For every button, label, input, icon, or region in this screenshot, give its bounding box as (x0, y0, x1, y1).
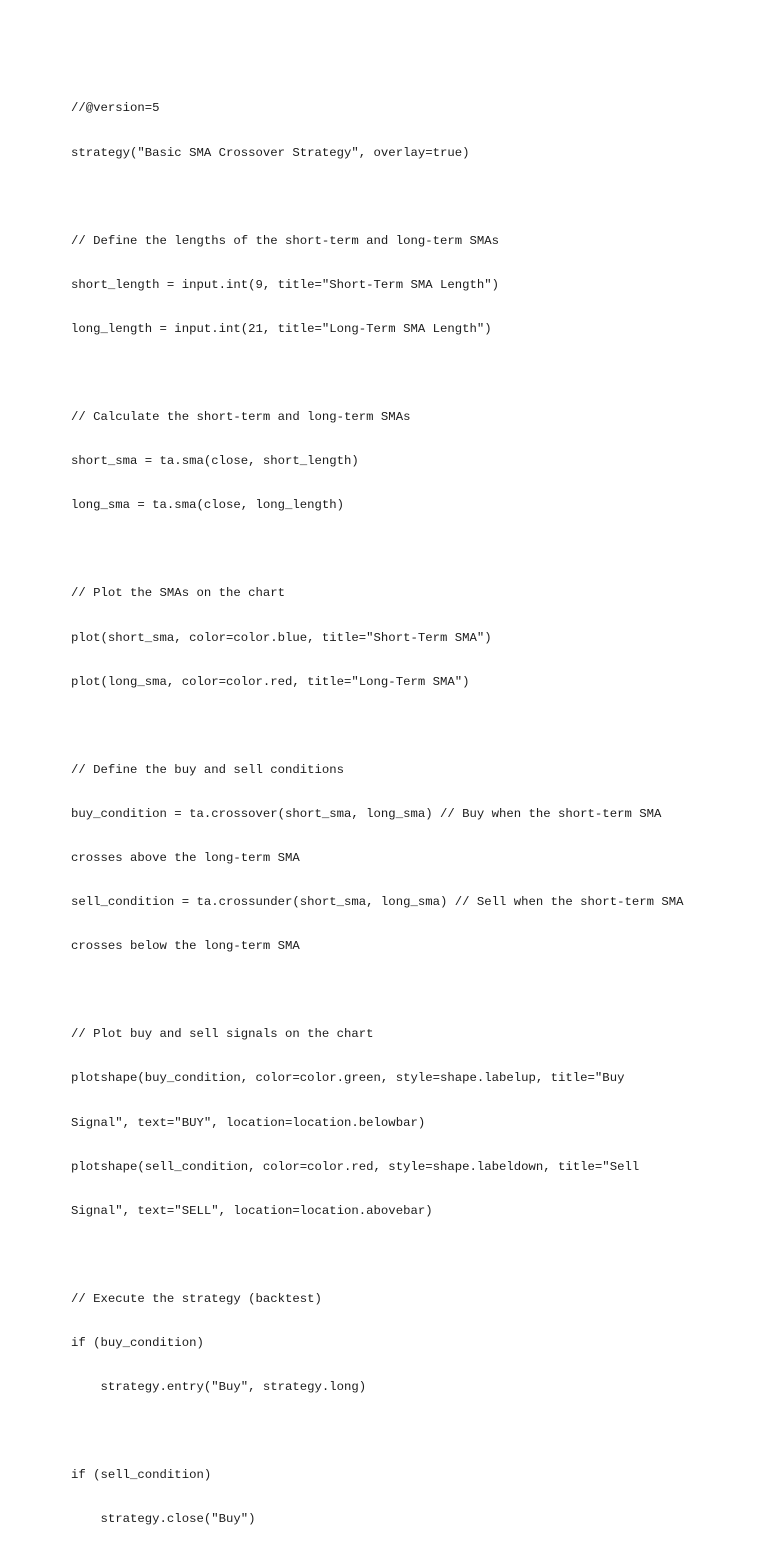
code-line: // Plot the SMAs on the chart (71, 586, 286, 601)
code-line: plotshape(sell_condition, color=color.red, style=shape.labeldown, title="Sell (71, 1159, 640, 1174)
blank-line (71, 719, 711, 734)
code-line: short_length = input.int(9, title="Short-Term SMA Length") (71, 277, 500, 292)
code-line: short_sma = ta.sma(close, short_length) (71, 454, 359, 469)
code-line: plotshape(buy_condition, color=color.green, style=shape.labelup, title="Buy (71, 1071, 625, 1086)
code-line: plot(short_sma, color=color.blue, title="Short-Term SMA") (71, 630, 492, 645)
code-line: long_length = input.int(21, title="Long-Term SMA Length") (71, 321, 492, 336)
code-line: // Plot buy and sell signals on the chart (71, 1027, 374, 1042)
code-line: strategy.close("Buy") (71, 1512, 256, 1527)
code-line: //@version=5 (71, 101, 160, 116)
code-line: // Execute the strategy (backtest) (71, 1291, 322, 1306)
blank-line (71, 1248, 711, 1263)
code-line: strategy.entry("Buy", strategy.long) (71, 1380, 367, 1395)
code-line: strategy("Basic SMA Crossover Strategy", overlay=true) (71, 145, 470, 160)
code-listing (71, 72, 711, 1557)
code-line: if (sell_condition) (71, 1468, 212, 1483)
code-line: buy_condition = ta.crossover(short_sma, long_sma) // Buy when the short-term SMA (71, 806, 662, 821)
code-line: Signal", text="SELL", location=location.abovebar) (71, 1203, 433, 1218)
blank-line (71, 366, 711, 381)
code-line: // Calculate the short-term and long-term SMAs (71, 410, 411, 425)
blank-line (71, 190, 711, 205)
blank-line (71, 983, 711, 998)
code-line: plot(long_sma, color=color.red, title="Long-Term SMA") (71, 674, 470, 689)
code-line: if (buy_condition) (71, 1336, 204, 1351)
code-line: // Define the buy and sell conditions (71, 762, 345, 777)
code-line: Signal", text="BUY", location=location.belowbar) (71, 1115, 426, 1130)
code-line: // Define the lengths of the short-term and long-term SMAs (71, 233, 500, 248)
code-line: long_sma = ta.sma(close, long_length) (71, 498, 345, 513)
code-line: crosses above the long-term SMA (71, 851, 300, 865)
code-line: crosses below the long-term SMA (71, 939, 300, 954)
blank-line (71, 1424, 711, 1439)
code-line: sell_condition = ta.crossunder(short_sma, long_sma) // Sell when the short-term SMA (71, 895, 684, 910)
blank-line (71, 542, 711, 557)
